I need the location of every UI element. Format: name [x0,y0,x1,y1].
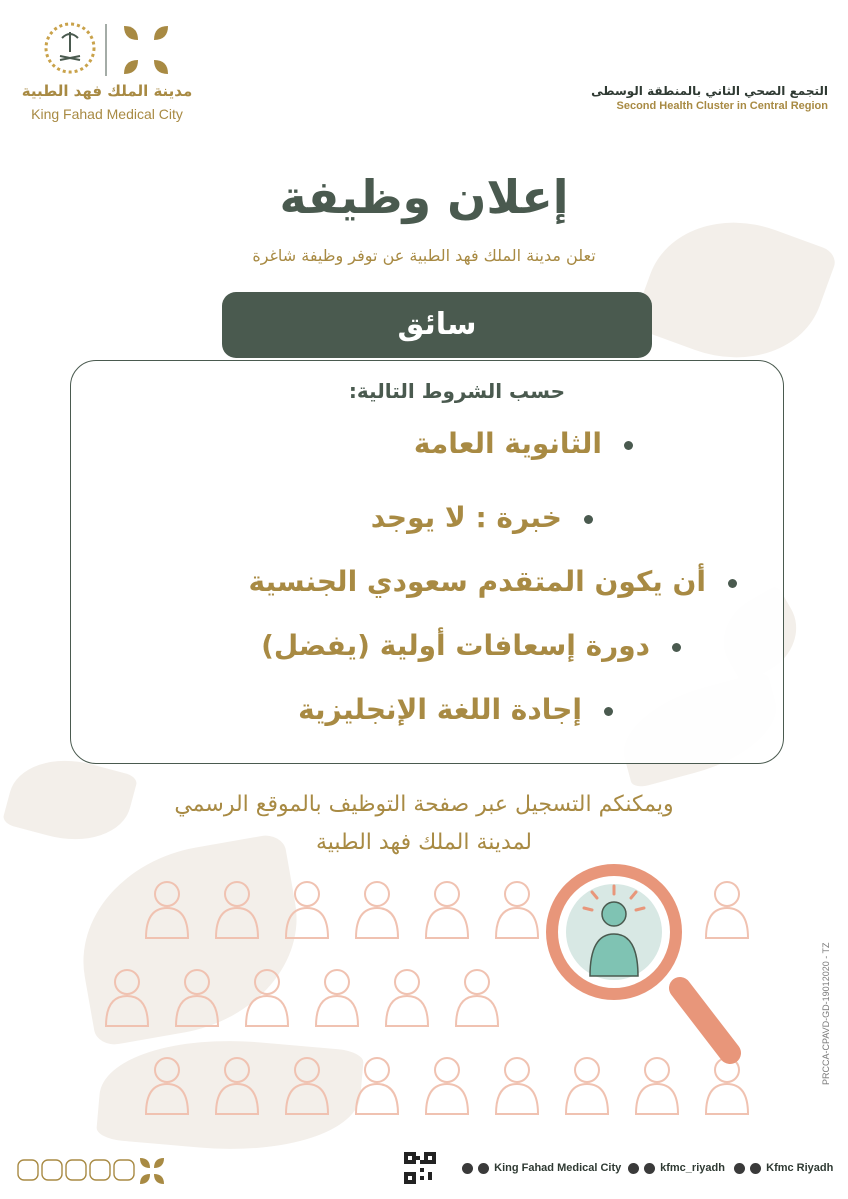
person-outline-icon [310,966,364,1028]
person-outline-icon [170,966,224,1028]
job-title-badge: سائق [222,292,652,358]
registration-line-2: لمدينة الملك فهد الطبية [315,830,532,855]
reference-code: PRCCA-CPAVD-GD-19012020 - TZ [821,942,831,1085]
globe-icon [462,1163,473,1174]
instagram-icon [478,1163,489,1174]
youtube-icon [734,1163,745,1174]
person-outline-icon [420,878,474,940]
requirements-heading: حسب الشروط التالية: [348,379,565,403]
page-title: إعلان وظيفة [279,170,569,224]
registration-line-1: ويمكنكم التسجيل عبر صفحة التوظيف بالموقع الرسمي [174,792,674,817]
person-outline-icon [210,878,264,940]
person-outline-icon [420,1054,474,1116]
page-subtitle: تعلن مدينة الملك فهد الطبية عن توفر وظيفة شاغرة [252,246,596,265]
magnifier-illustration [540,858,750,1078]
requirement-item: أن يكون المتقدم سعودي الجنسية [249,565,737,598]
requirement-item: الثانوية العامة [414,427,633,460]
website-link[interactable]: King Fahad Medical City [462,1162,621,1174]
person-outline-icon [350,1054,404,1116]
org-name-arabic: مدينة الملك فهد الطبية [21,82,193,100]
person-outline-icon [450,966,504,1028]
kfmc-flower-icon [140,1158,164,1184]
person-outline-icon [380,966,434,1028]
person-outline-icon [490,1054,544,1116]
cluster-name-arabic: التجمع الصحي الثاني بالمنطقة الوسطى [591,84,828,98]
person-outline-icon [140,878,194,940]
qr-code-icon [404,1152,436,1184]
person-outline-icon [490,878,544,940]
footer-logos [16,1154,166,1188]
person-outline-icon [240,966,294,1028]
person-outline-icon [100,966,154,1028]
youtube-link[interactable]: Kfmc Riyadh [734,1162,833,1174]
facebook-icon [750,1163,761,1174]
twitter-link[interactable]: kfmc_riyadh [628,1162,725,1174]
person-outline-icon [280,878,334,940]
person-outline-icon [350,878,404,940]
person-outline-icon [210,1054,264,1116]
person-outline-icon [140,1054,194,1116]
requirement-item: خبرة : لا يوجد [371,501,593,534]
twitter-icon [628,1163,639,1174]
person-outline-icon [280,1054,334,1116]
cluster-name-english: Second Health Cluster in Central Region [616,100,828,112]
facebook-icon [644,1163,655,1174]
org-name-english: King Fahad Medical City [31,106,183,122]
footer [0,1148,848,1194]
requirement-item: إجادة اللغة الإنجليزية [298,693,613,726]
requirement-item: دورة إسعافات أولية (يفضل) [261,629,681,662]
